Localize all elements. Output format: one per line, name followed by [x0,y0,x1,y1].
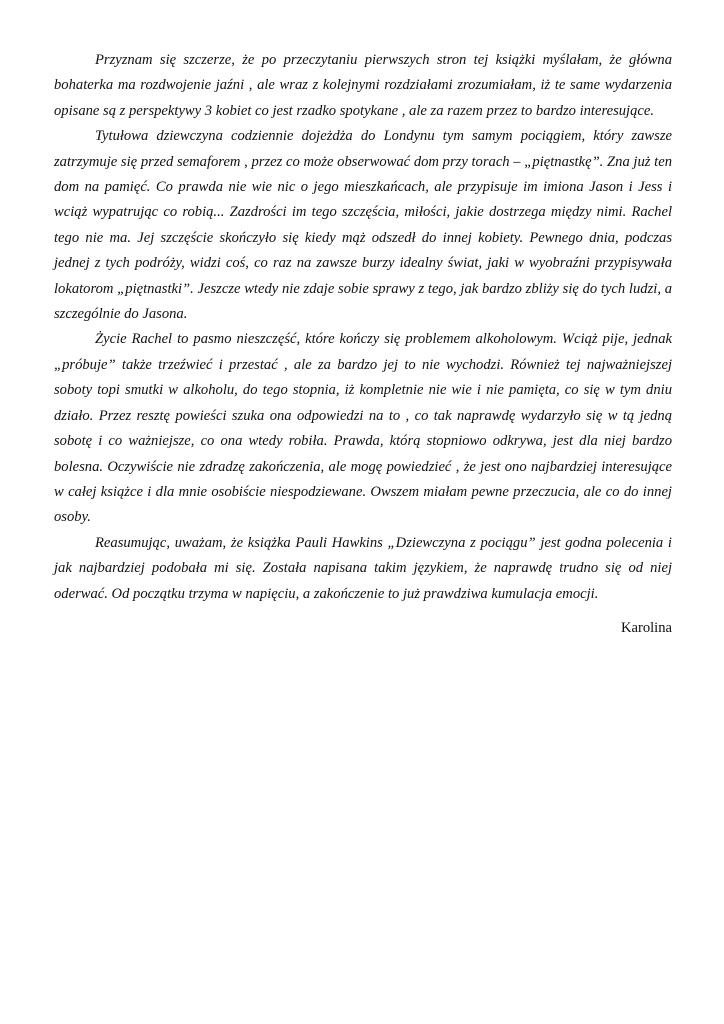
review-text [54,48,672,607]
author-signature: Karolina [620,620,672,636]
paragraph-intro: Przyznam się szczerze, że po przeczytaniu pierwszych stron tej książki myślałam, że główna bohaterka ma rozdwojenie jaźni , ale wraz z kolejnymi rozdziałami zrozumiałam, iż te same wydarzenia opisane są z perspektywy 3 kobiet co jest rzadko spotykane , ale za razem przez to bardzo interesujące. [54,52,672,119]
paragraph-plot: Tytułowa dziewczyna codziennie dojeżdża do Londynu tym samym pociągiem, który zawsze zatrzymuje się przed semaforem , przez co może obserwować dom przy torach – „piętnastkę”. Zna już ten dom na pamięć. Co prawda nie wie nic o jego mieszkańcach, ale przypisuje im imiona Jason i Jess i wciąż wypatrując co robią... Zazdrości im tego szczęścia, miłości, jakie dostrzega między nimi. Rachel tego nie ma. Jej szczęście skończyło się kiedy mąż odszedł do innej kobiety. Pewnego dnia, podczas jednej z tych podróży, widzi coś, co raz na zawsze burzy idealny świat, jaki w wyobraźni przypisywała lokatorom „piętnastki”. Jeszcze wtedy nie zdaje sobie sprawy z tego, jak bardzo zbliży się do tych ludzi, a szczególnie do Jasona. [54,128,672,323]
paragraph-rachel: Życie Rachel to pasmo nieszczęść, które kończy się problemem alkoholowym. Wciąż pije, jednak „próbuje” także trzeźwieć i przestać , ale za bardzo jej to nie wychodzi. Również tej najważniejszej soboty topi smutki w alkoholu, do tego stopnia, iż kompletnie nie wie i nie pamięta, co się w tym dniu działo. Przez resztę powieści szuka ona odpowiedzi na to , co tak naprawdę wydarzyło się w tą jedną sobotę i co ważniejsze, co ona wtedy robiła. Prawda, którą stopniowo odkrywa, jest dla niej bardzo bolesna. Oczywiście nie zdradzę zakończenia, ale mogę powiedzieć , że jest ono najbardziej interesujące w całej książce i dla mnie osobiście niespodziewane. Owszem miałam pewne przeczucia, ale co do innej osoby. [54,331,672,526]
paragraph-summary: Reasumując, uważam, że książka Pauli Hawkins „Dziewczyna z pociągu” jest godna polecenia i jak najbardziej podobała mi się. Została napisana takim językiem, że naprawdę trudno się od niej oderwać. Od początku trzyma w napięciu, a zakończenie to już prawdziwa kumulacja emocji. [54,534,672,602]
